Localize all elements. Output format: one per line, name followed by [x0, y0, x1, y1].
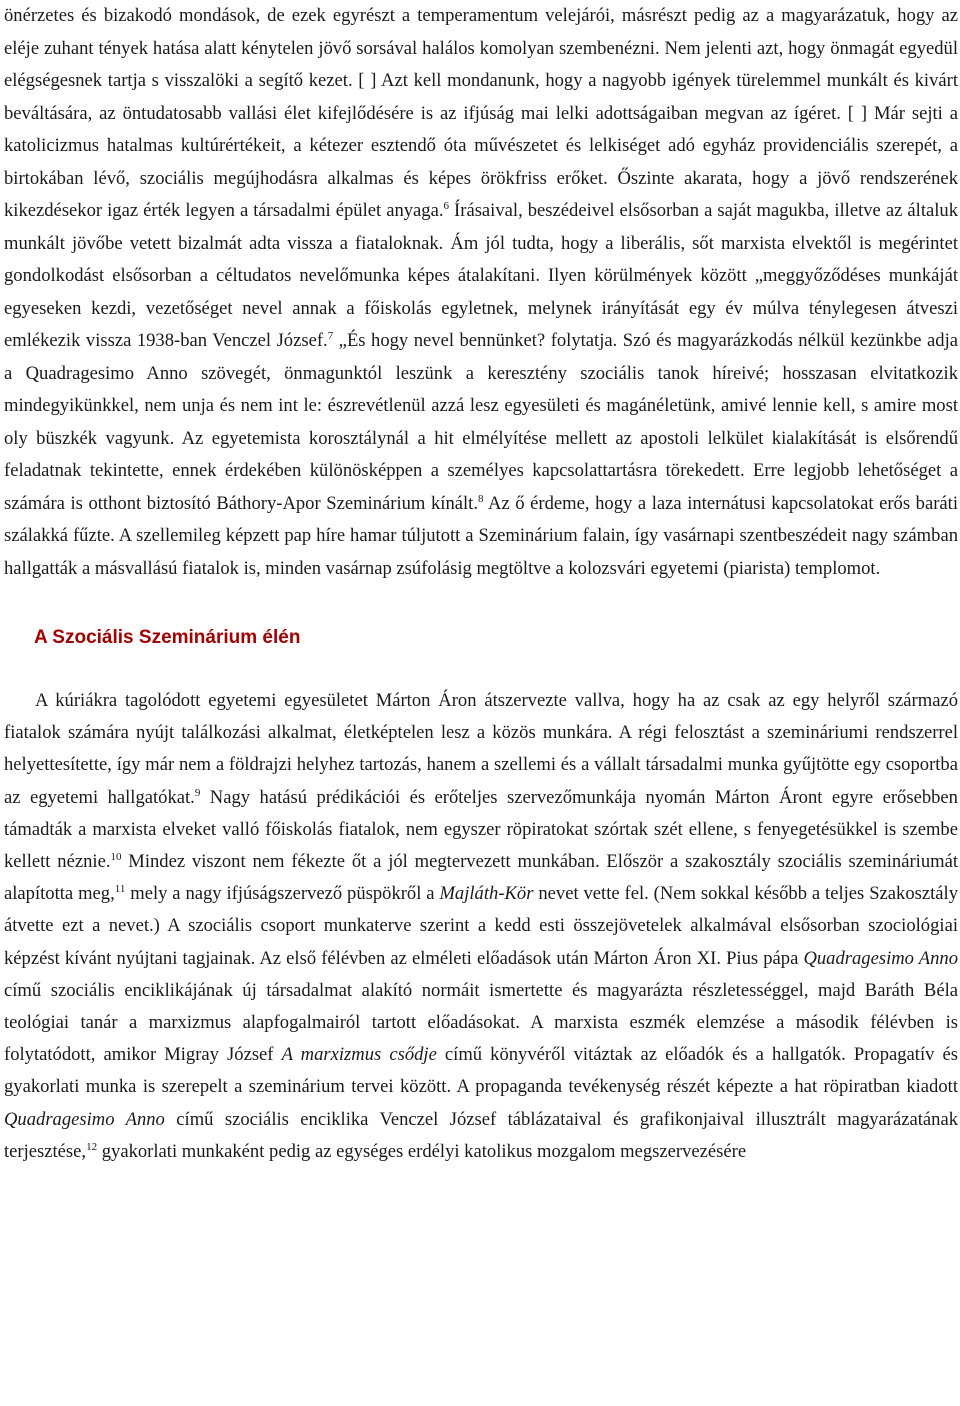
- footnote-ref-11[interactable]: 11: [114, 883, 126, 896]
- section-heading: A Szociális Szeminárium élén: [34, 627, 301, 648]
- footnote-ref-7[interactable]: 7: [327, 329, 334, 342]
- paragraph-text: Az ő érdeme, hogy a laza internátusi kapcsolatokat erős baráti szálakká fűzte. A szellemileg képzett pap híre hamar túljutott a Szeminárium falain, így vasárnapi szentbeszédeit nagy számban hallgatták a másvallású fiatalok is, minden vasárnap zsúfolásig megtöltve a kolozsvári egyetemi (piarista) templomot.: [4, 492, 958, 579]
- paragraph-text: című szociális enciklikájának új társadalmat alakító normáit ismertette és magyarázta részletességgel, majd Baráth Béla teológiai tanár a marxizmus alapfogalmairól tartott előadásokat. A marxista eszmék elemzése a második félévben is folytatódott, amikor Migray József: [4, 979, 958, 1066]
- italic-title: Quadragesimo Anno: [4, 1108, 165, 1130]
- italic-title: Quadragesimo Anno: [803, 947, 959, 969]
- heading-spacer: [4, 651, 958, 685]
- paragraph-text: című szociális enciklika Venczel József táblázataival és grafikonjaival illusztrált magyarázatának terjesztése,: [4, 1108, 959, 1162]
- body-paragraph-1: [4, 0, 958, 585]
- paragraph-text: önérzetes és bizakodó mondások, de ezek egyrészt a temperamentum velejárói, másrészt pedig az a magyarázatuk, hogy az eléje zuhant tények hatása alatt kénytelen jövő sorsával halálos komolyan szembenézni. Nem jelenti azt, hogy önmagát egyedül elégségesnek tartja s visszalöki a segítő kezet. [ ] Azt kell mondanunk, hogy a nagyobb igények türelemmel munkált és kivárt beváltására, az öntudatosabb vallási élet kifejlődésére is az ifjúság mai lelki adottságaiban megvan az ígéret. [ ] Már sejti a katolicizmus hatalmas kultúrértékeit, a kétezer esztendő óta művészetet és lelkiséget adó egyház providenciális szerepét, a birtokában lévő, szociális megújhodásra alkalmas és képes örökfriss erőket. Őszinte akarata, hogy a jövő rendszerének kikezdésekor igaz érték legyen a társadalmi épület anyaga.: [4, 5, 958, 221]
- paragraph-text: Mindez viszont nem fékezte őt a jól megtervezett munkában. Először a szakosztály szociális szemináriumát alapította meg,: [4, 851, 958, 905]
- italic-title: A marxizmus csődje: [281, 1044, 437, 1066]
- paragraph-text: A kúriákra tagolódott egyetemi egyesületet Márton Áron átszervezte vallva, hogy ha az csak az egy helyről származó fiatalok számára nyújt találkozási alkalmat, életképtelen lesz a közös munkára. A régi felosztást a szemináriumi rendszerrel helyettesítette, így már nem a földrajzi helyhez tartozás, hanem a szellemi és a vállalt társadalmi munka gyűjtötte egy csoportba az egyetemi hallgatókat.: [4, 690, 958, 808]
- body-paragraph-2: [4, 685, 958, 1168]
- footnote-ref-6[interactable]: 6: [443, 199, 450, 212]
- footnote-ref-12[interactable]: 12: [86, 1140, 98, 1153]
- italic-title: Majláth-Kör: [439, 883, 534, 905]
- footnote-ref-10[interactable]: 10: [110, 850, 122, 863]
- paragraph-text: mely a nagy ifjúságszervező püspökről a: [125, 883, 440, 905]
- paragraph-text: gyakorlati munkaként pedig az egységes erdélyi katolikus mozgalom megszervezésére: [97, 1140, 747, 1162]
- document-page: [4, 0, 958, 1168]
- footnote-ref-9[interactable]: 9: [194, 786, 201, 799]
- paragraph-text: Nagy hatású prédikációi és erőteljes szervezőmunkája nyomán Márton Áront egyre erősebben támadták a marxista elveket valló főiskolás fiatalok, nem egyszer röpiratokat szórtak szét ellene, s fenyegetésükkel is szembe kellett néznie.: [4, 786, 958, 873]
- paragraph-text: nevet vette fel. (Nem sokkal később a teljes Szakosztály átvette ezt a nevet.) A szociális csoport munkaterve szerint a kedd esti összejövetelek alkalmával elsősorban szociológiai képzést kívánt nyújtani tagjainak. Az első félévben az elméleti előadások után Márton Áron XI. Pius pápa: [4, 883, 958, 969]
- paragraph-text: című könyvéről vitáztak az előadók és a hallgatók. Propagatív és gyakorlati munka is szerepelt a szeminárium tervei között. A propaganda tevékenység részét képezte a hat röpiratban kiadott: [4, 1044, 958, 1098]
- footnote-ref-8[interactable]: 8: [477, 492, 484, 505]
- paragraph-text: „És hogy nevel bennünket? folytatja. Szó és magyarázkodás nélkül kezünkbe adja a Quadragesimo Anno szövegét, önmagunktól leszünk a keresztény szociális tanok híreivé; hosszasan elvitatkozik mindegyikünkkel, nem unja és nem int le: észrevétlenül azzá lesz egyesületi és magánéletünk, amivé lennie kell, s amire most oly büszkék vagyunk. Az egyetemista korosztálynál a hit elmélyítése mellett az apostoli lelkület kialakítását is elsőrendű feladatnak tekintette, ennek érdekében különösképpen a személyes kapcsolattartásra törekedett. Erre legjobb lehetőséget a számára is otthont biztosító Báthory-Apor Szeminárium kínált.: [4, 330, 958, 514]
- paragraph-text: Írásaival, beszédeivel elsősorban a saját magukba, illetve az általuk munkált jövőbe vetett bizalmát adta vissza a fiataloknak. Ám jól tudta, hogy a liberális, sőt marxista elvektől is megérintet gondolkodást elsősorban a céltudatos nevelőmunka képes átalakítani. Ilyen körülmények között „meggyőződéses munkáját egyeseken kezdi, vezetőséget nevel annak a főiskolás egyletnek, melynek irányítását egy év múlva ténylegesen átveszi emlékezik vissza 1938-ban Venczel József.: [4, 200, 959, 351]
